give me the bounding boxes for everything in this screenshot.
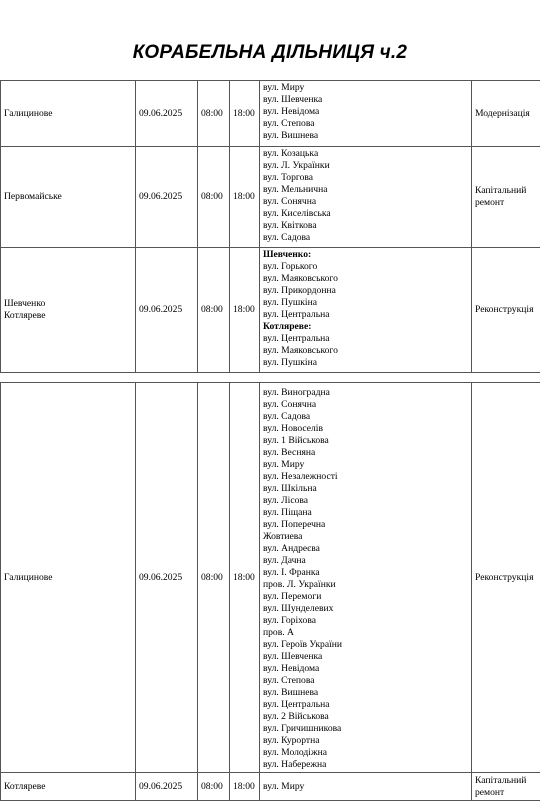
street-item: вул. Незалежності: [263, 471, 468, 483]
street-item: вул. Поперечна: [263, 519, 468, 531]
end-time-cell: 18:00: [230, 383, 260, 773]
street-item: вул. Весняна: [263, 447, 468, 459]
street-item: вул. Піщана: [263, 507, 468, 519]
outage-table-2: [0, 382, 540, 801]
settlement-cell: [1, 773, 136, 801]
table-row: [1, 383, 540, 773]
table-row: [1, 773, 540, 801]
streets-cell: [260, 248, 472, 373]
reason-cell: Реконструкція: [472, 248, 540, 373]
street-item: вул. Степова: [263, 675, 468, 687]
street-item: вул. Квіткова: [263, 220, 468, 232]
settlement-cell: [1, 383, 136, 773]
street-item: вул. Перемоги: [263, 591, 468, 603]
end-time-cell: 18:00: [230, 147, 260, 248]
street-item: вул. Шевченка: [263, 94, 468, 106]
street-item: вул. Виноградна: [263, 387, 468, 399]
start-time-cell: 08:00: [198, 81, 230, 147]
date-cell: 09.06.2025: [136, 81, 198, 147]
street-item: вул. Гричишникова: [263, 723, 468, 735]
street-item: вул. Лісова: [263, 495, 468, 507]
street-item: вул. Пушкіна: [263, 297, 468, 309]
street-item: вул. Вишнева: [263, 130, 468, 142]
settlement-name: Галицинове: [4, 572, 132, 584]
street-item: вул. Садова: [263, 232, 468, 244]
street-group-header: Шевченко:: [263, 249, 468, 261]
street-item: вул. Курортна: [263, 735, 468, 747]
street-item: вул. Горіхова: [263, 615, 468, 627]
street-item: вул. Набережна: [263, 759, 468, 771]
street-item: вул. І. Франка: [263, 567, 468, 579]
street-item: вул. 2 Військова: [263, 711, 468, 723]
street-group-header: Котляреве:: [263, 321, 468, 333]
street-item: вул. Шунделевих: [263, 603, 468, 615]
street-item: вул. Новоселів: [263, 423, 468, 435]
table-row: [1, 248, 540, 373]
streets-cell: [260, 383, 472, 773]
street-item: вул. Миру: [263, 459, 468, 471]
street-item: вул. Шевченка: [263, 651, 468, 663]
settlement-name: Котляреве: [4, 310, 132, 322]
reason-cell: Капітальний ремонт: [472, 147, 540, 248]
date-cell: 09.06.2025: [136, 248, 198, 373]
street-item: вул. Маяковського: [263, 273, 468, 285]
reason-cell: Модернізація: [472, 81, 540, 147]
street-item: вул. Миру: [263, 781, 468, 793]
streets-cell: [260, 147, 472, 248]
street-item: вул. Торгова: [263, 172, 468, 184]
street-item: вул. Садова: [263, 411, 468, 423]
street-item: вул. Невідома: [263, 663, 468, 675]
street-item: вул. Пушкіна: [263, 357, 468, 369]
settlement-name: Галицинове: [4, 108, 132, 120]
end-time-cell: 18:00: [230, 248, 260, 373]
street-item: вул. Мельнична: [263, 184, 468, 196]
start-time-cell: 08:00: [198, 383, 230, 773]
street-item: вул. Андреєва: [263, 543, 468, 555]
settlement-cell: [1, 248, 136, 373]
table-row: [1, 147, 540, 248]
page-title: КОРАБЕЛЬНА ДІЛЬНИЦЯ ч.2: [0, 42, 540, 64]
date-cell: 09.06.2025: [136, 773, 198, 801]
street-item: вул. Молодіжна: [263, 747, 468, 759]
reason-cell: Капітальний ремонт: [472, 773, 540, 801]
street-item: вул. Козацька: [263, 148, 468, 160]
street-item: вул. 1 Військова: [263, 435, 468, 447]
streets-cell: [260, 773, 472, 801]
start-time-cell: 08:00: [198, 773, 230, 801]
street-item: вул. Героїв України: [263, 639, 468, 651]
street-item: вул. Невідома: [263, 106, 468, 118]
street-item: вул. Горького: [263, 261, 468, 273]
date-cell: 09.06.2025: [136, 147, 198, 248]
street-item: вул. Л. Українки: [263, 160, 468, 172]
street-item: вул. Прикордонна: [263, 285, 468, 297]
street-item: вул. Центральна: [263, 333, 468, 345]
start-time-cell: 08:00: [198, 147, 230, 248]
street-item: вул. Маяковського: [263, 345, 468, 357]
settlement-cell: [1, 81, 136, 147]
street-item: вул. Киселівська: [263, 208, 468, 220]
street-item: вул. Центральна: [263, 699, 468, 711]
streets-cell: [260, 81, 472, 147]
table-row: [1, 81, 540, 147]
reason-cell: Реконструкція: [472, 383, 540, 773]
end-time-cell: 18:00: [230, 773, 260, 801]
settlement-cell: [1, 147, 136, 248]
street-item: Жовтиева: [263, 531, 468, 543]
settlement-name: Первомайське: [4, 191, 132, 203]
street-item: вул. Миру: [263, 82, 468, 94]
street-item: вул. Дачна: [263, 555, 468, 567]
street-item: пров. А: [263, 627, 468, 639]
street-item: вул. Шкільна: [263, 483, 468, 495]
outage-table-1: [0, 80, 540, 373]
street-item: вул. Сонячна: [263, 196, 468, 208]
date-cell: 09.06.2025: [136, 383, 198, 773]
street-item: вул. Сонячна: [263, 399, 468, 411]
street-item: вул. Вишнева: [263, 687, 468, 699]
end-time-cell: 18:00: [230, 81, 260, 147]
street-item: вул. Центральна: [263, 309, 468, 321]
settlement-name: Котляреве: [4, 781, 132, 793]
settlement-name: Шевченко: [4, 298, 132, 310]
street-item: вул. Степова: [263, 118, 468, 130]
street-item: пров. Л. Українки: [263, 579, 468, 591]
start-time-cell: 08:00: [198, 248, 230, 373]
